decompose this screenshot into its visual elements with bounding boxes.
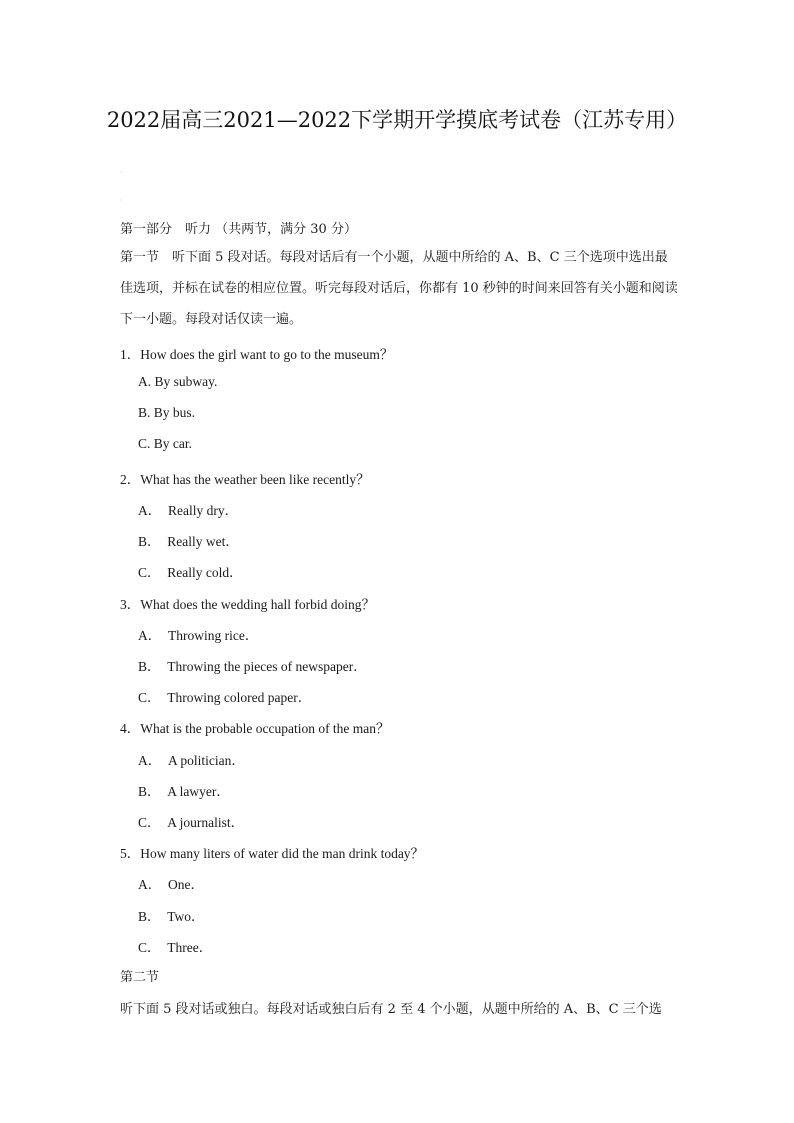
section2-instructions: 听下面 5 段对话或独白。每段对话或独白后有 2 至 4 个小题，从题中所给的 A、B、C 三个选 [120, 1002, 662, 1017]
question-3-stem: 3．What does the wedding hall forbid doing？ [120, 597, 375, 612]
question-4-option-b: B． A lawyer． [138, 784, 230, 799]
question-5-option-a: A． One． [138, 877, 204, 892]
question-1-option-b: B. By bus. [138, 405, 196, 420]
paragraph-mark: · [120, 196, 123, 205]
question-3-option-b: B． Throwing the pieces of newspaper． [138, 659, 367, 674]
section1-instructions: 第一节 听下面 5 段对话。每段对话后有一个小题，从题中所给的 A、B、C 三个选项中选出最佳选项，并标在试卷的相应位置。听完每段对话后，你都有 10 秒钟的时间来回答有关小题和阅读下一小题。每段对话仅读一遍。 [120, 250, 678, 327]
section2-heading: 第二节 [120, 970, 160, 985]
paragraph-mark: · [120, 168, 123, 177]
question-5-option-b: B． Two． [138, 909, 205, 924]
question-2-option-a: A． Really dry． [138, 503, 239, 518]
question-4-option-c: C． A journalist． [138, 815, 245, 830]
part1-heading: 第一部分 听力 （共两节，满分 30 分） [120, 222, 357, 237]
question-4-option-a: A． A politician． [138, 753, 245, 768]
page-title: 2022届高三2021—2022下学期开学摸底考试卷（江苏专用） [106, 108, 688, 132]
question-2-stem: 2．What has the weather been like recently？ [120, 472, 370, 487]
question-3-option-c: C． Throwing colored paper． [138, 690, 312, 705]
question-4-stem: 4．What is the probable occupation of the man？ [120, 721, 390, 736]
question-1-stem: 1．How does the girl want to go to the museum？ [120, 347, 394, 362]
question-2-option-c: C． Really cold． [138, 565, 243, 580]
question-1-option-a: A. By subway. [138, 374, 218, 389]
question-5-option-c: C． Three． [138, 940, 213, 955]
question-5-stem: 5．How many liters of water did the man drink today？ [120, 846, 425, 861]
question-3-option-a: A． Throwing rice． [138, 628, 259, 643]
question-1-option-c: C. By car. [138, 436, 192, 451]
question-2-option-b: B． Really wet． [138, 534, 239, 549]
